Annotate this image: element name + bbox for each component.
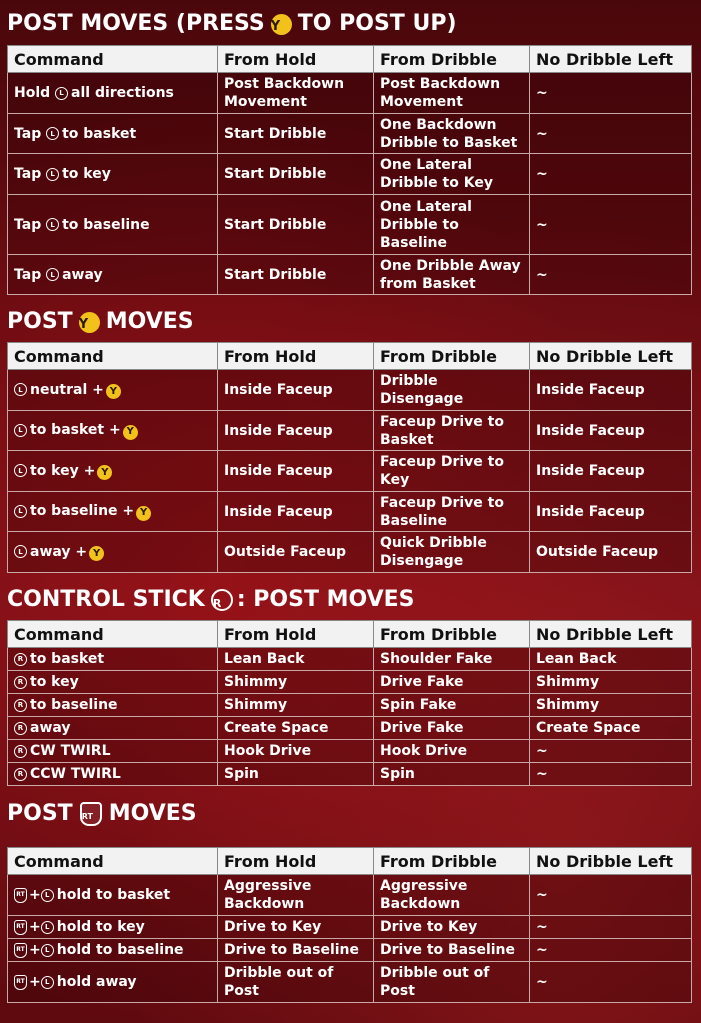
from-hold-cell: Spin [218,763,374,786]
command-cell [8,154,218,195]
left-stick-icon: L [41,889,54,902]
from-hold-cell: Drive to Key [218,916,374,939]
from-hold-cell: Create Space [218,717,374,740]
no-dribble-cell: ~ [530,740,692,763]
from-hold-cell: Hook Drive [218,740,374,763]
post-moves-table [7,45,692,295]
command-text: hold away [56,974,137,990]
from-dribble-cell: Spin Fake [374,694,530,717]
right-stick-icon: R [211,589,233,611]
left-stick-icon: L [14,545,27,558]
section-title-post-y-moves [7,309,194,335]
command-cell [8,451,218,492]
command-cell [8,740,218,763]
left-stick-icon: L [55,87,68,100]
plus-sign: + [29,974,41,990]
control-stick-table [7,620,692,786]
command-cell [8,532,218,573]
no-dribble-cell: ~ [530,962,692,1003]
command-verb: Tap [14,266,42,283]
from-dribble-cell: One Backdown Dribble to Basket [374,114,530,154]
no-dribble-cell: Inside Faceup [530,492,692,532]
command-verb: Tap [14,216,42,233]
rt-button-icon: RT [14,920,27,935]
y-button-icon: Y [97,465,112,480]
command-text: neutral + [30,381,104,398]
left-stick-icon: L [46,218,59,231]
from-dribble-cell: Faceup Drive to Key [374,451,530,492]
table-row [8,370,692,411]
from-dribble-cell: Dribble Disengage [374,370,530,411]
no-dribble-cell: Lean Back [530,648,692,671]
command-text: to key + [30,462,96,479]
command-text: to key [62,166,111,182]
left-stick-icon: L [46,268,59,281]
rt-button-icon: RT [14,888,27,903]
command-cell [8,648,218,671]
table-row [8,451,692,492]
section-title-post-rt-moves [7,801,197,827]
header-from-dribble: From Dribble [374,848,530,875]
table-row [8,763,692,786]
header-command: Command [8,46,218,73]
from-hold-cell: Outside Faceup [218,532,374,573]
section-title-control-stick [7,587,415,613]
title-text: : POST MOVES [236,587,415,612]
command-cell [8,763,218,786]
table-row [8,740,692,763]
no-dribble-cell: Inside Faceup [530,370,692,411]
header-row [8,343,692,370]
command-text: to baseline [62,216,150,233]
command-cell [8,694,218,717]
section-title-post-moves [7,11,457,37]
no-dribble-cell: Inside Faceup [530,411,692,451]
no-dribble-cell: Shimmy [530,694,692,717]
right-stick-icon: R [14,722,27,735]
header-command: Command [8,848,218,875]
from-dribble-cell: Drive to Key [374,916,530,939]
title-text: MOVES [105,309,194,334]
header-no-dribble-left: No Dribble Left [530,46,692,73]
no-dribble-cell: ~ [530,195,692,255]
command-text: to baseline + [30,503,135,520]
title-text: POST MOVES (PRESS [7,11,265,36]
table-row [8,671,692,694]
command-text: hold to basket [56,887,171,903]
plus-sign: + [29,919,41,935]
from-hold-cell: Post Backdown Movement [218,73,374,114]
rt-button-icon: RT [80,802,102,826]
no-dribble-cell: Inside Faceup [530,451,692,492]
title-text: POST [7,309,73,334]
command-cell [8,370,218,411]
no-dribble-cell: ~ [530,916,692,939]
no-dribble-cell: Create Space [530,717,692,740]
table-row [8,114,692,154]
from-hold-cell: Start Dribble [218,114,374,154]
command-cell [8,875,218,916]
title-text: POST [7,801,73,826]
from-hold-cell: Inside Faceup [218,492,374,532]
table-row [8,939,692,962]
table-row [8,875,692,916]
from-dribble-cell: Drive to Baseline [374,939,530,962]
right-stick-icon: R [14,768,27,781]
y-button-icon: Y [271,14,292,35]
table-row [8,492,692,532]
from-hold-cell: Inside Faceup [218,411,374,451]
command-cell [8,411,218,451]
from-dribble-cell: Dribble out of Post [374,962,530,1003]
title-text: CONTROL STICK [7,587,205,612]
table-row [8,73,692,114]
title-text: MOVES [108,801,197,826]
header-from-dribble: From Dribble [374,343,530,370]
table-row [8,255,692,295]
from-hold-cell: Drive to Baseline [218,939,374,962]
y-button-icon: Y [106,384,121,399]
command-text: all directions [71,85,174,101]
left-stick-icon: L [14,424,27,437]
table-row [8,694,692,717]
header-from-hold: From Hold [218,46,374,73]
command-text: CCW TWIRL [30,766,121,782]
from-dribble-cell: Shoulder Fake [374,648,530,671]
command-cell [8,195,218,255]
no-dribble-cell: ~ [530,939,692,962]
left-stick-icon: L [14,383,27,396]
command-cell [8,671,218,694]
command-text: away + [30,543,88,560]
from-dribble-cell: Drive Fake [374,717,530,740]
table-row [8,195,692,255]
command-text: to basket + [30,422,121,439]
table-row [8,411,692,451]
command-cell [8,255,218,295]
header-no-dribble-left: No Dribble Left [530,343,692,370]
command-cell [8,916,218,939]
right-stick-icon: R [14,745,27,758]
from-dribble-cell: Aggressive Backdown [374,875,530,916]
header-from-dribble: From Dribble [374,621,530,648]
command-verb: Hold [14,85,51,101]
from-hold-cell: Start Dribble [218,154,374,195]
command-cell [8,73,218,114]
from-dribble-cell: Post Backdown Movement [374,73,530,114]
from-dribble-cell: Faceup Drive to Baseline [374,492,530,532]
from-dribble-cell: One Lateral Dribble to Baseline [374,195,530,255]
from-dribble-cell: Spin [374,763,530,786]
right-stick-icon: R [14,699,27,712]
command-text: hold to baseline [56,942,184,958]
from-hold-cell: Start Dribble [218,195,374,255]
from-hold-cell: Inside Faceup [218,451,374,492]
plus-sign: + [29,887,41,903]
from-dribble-cell: One Lateral Dribble to Key [374,154,530,195]
no-dribble-cell: Outside Faceup [530,532,692,573]
from-hold-cell: Shimmy [218,671,374,694]
from-hold-cell: Lean Back [218,648,374,671]
y-button-icon: Y [89,546,104,561]
header-command: Command [8,343,218,370]
command-verb: Tap [14,166,42,182]
header-no-dribble-left: No Dribble Left [530,848,692,875]
from-hold-cell: Start Dribble [218,255,374,295]
left-stick-icon: L [46,127,59,140]
header-no-dribble-left: No Dribble Left [530,621,692,648]
no-dribble-cell: Shimmy [530,671,692,694]
no-dribble-cell: ~ [530,154,692,195]
no-dribble-cell: ~ [530,763,692,786]
y-button-icon: Y [123,425,138,440]
no-dribble-cell: ~ [530,875,692,916]
left-stick-icon: L [46,168,59,181]
from-hold-cell: Aggressive Backdown [218,875,374,916]
header-row [8,848,692,875]
left-stick-icon: L [14,505,27,518]
command-verb: Tap [14,125,42,142]
command-cell [8,717,218,740]
from-hold-cell: Inside Faceup [218,370,374,411]
command-text: away [62,266,103,283]
table-row [8,962,692,1003]
command-text: to baseline [30,697,118,713]
y-button-icon: Y [136,506,151,521]
command-cell [8,114,218,154]
header-command: Command [8,621,218,648]
command-cell [8,939,218,962]
header-from-hold: From Hold [218,848,374,875]
from-dribble-cell: Faceup Drive to Basket [374,411,530,451]
left-stick-icon: L [41,944,54,957]
rt-button-icon: RT [14,975,27,990]
command-text: to basket [30,651,105,667]
right-stick-icon: R [14,676,27,689]
header-row [8,46,692,73]
no-dribble-cell: ~ [530,255,692,295]
no-dribble-cell: ~ [530,114,692,154]
table-row [8,648,692,671]
left-stick-icon: L [14,464,27,477]
from-hold-cell: Dribble out of Post [218,962,374,1003]
from-dribble-cell: Quick Dribble Disengage [374,532,530,573]
header-from-hold: From Hold [218,621,374,648]
y-button-icon: Y [79,312,100,333]
left-stick-icon: L [41,976,54,989]
post-y-moves-table [7,342,692,573]
from-dribble-cell: One Dribble Away from Basket [374,255,530,295]
command-text: away [30,720,71,736]
table-row [8,916,692,939]
command-text: to basket [62,125,137,142]
left-stick-icon: L [41,921,54,934]
rt-button-icon: RT [14,943,27,958]
table-row [8,154,692,195]
table-row [8,717,692,740]
title-text: TO POST UP) [297,11,457,36]
command-text: hold to key [56,919,145,935]
command-cell [8,492,218,532]
header-from-hold: From Hold [218,343,374,370]
post-rt-moves-table [7,847,692,1003]
no-dribble-cell: ~ [530,73,692,114]
from-hold-cell: Shimmy [218,694,374,717]
command-cell [8,962,218,1003]
plus-sign: + [29,942,41,958]
table-row [8,532,692,573]
command-text: CW TWIRL [30,743,111,759]
from-dribble-cell: Drive Fake [374,671,530,694]
right-stick-icon: R [14,653,27,666]
header-from-dribble: From Dribble [374,46,530,73]
from-dribble-cell: Hook Drive [374,740,530,763]
header-row [8,621,692,648]
command-text: to key [30,674,79,690]
